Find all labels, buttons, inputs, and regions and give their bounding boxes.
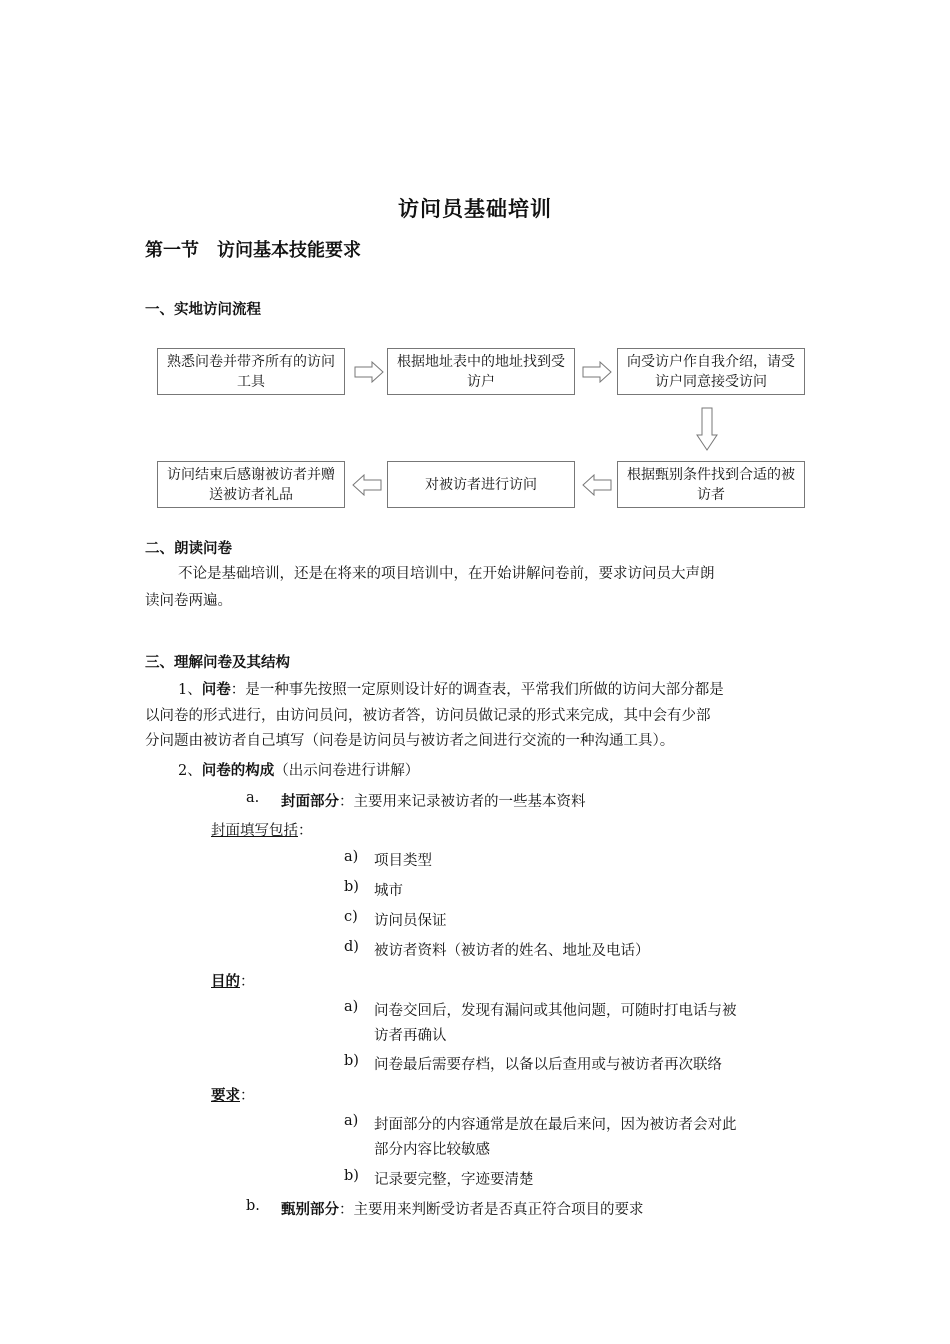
part2-heading: 二、朗读问卷 [145, 541, 232, 557]
arrow-right-icon [354, 361, 384, 383]
p1-term: 问卷 [201, 681, 231, 698]
list-item: 问卷交回后，发现有漏问或其他问题，可随时打电话与被 [374, 1003, 737, 1019]
p1-line3: 分问题由被访者自己填写（问卷是访问员与被访者之间进行交流的一种沟通工具）。 [145, 733, 675, 749]
screening-part-term: 甄别部分 [281, 1201, 339, 1218]
cover-fill-colon: ： [298, 823, 313, 839]
p2-note: （出示问卷进行讲解） [274, 763, 420, 779]
list-item-cont: 部分内容比较敏感 [374, 1142, 490, 1158]
p2-number: 2、 [178, 763, 202, 779]
screening-part-line [281, 1198, 644, 1219]
section-title: 第一节 访问基本技能要求 [145, 240, 361, 261]
arrow-left-icon [582, 474, 612, 496]
requirement-colon: ： [240, 1088, 255, 1104]
requirement-label [211, 1084, 255, 1105]
list-item: 记录要完整，字迹要清楚 [374, 1172, 534, 1188]
list-marker: b) [344, 879, 359, 895]
list-marker: c) [344, 909, 358, 925]
p2-line [178, 759, 419, 783]
part3-heading: 三、理解问卷及其结构 [145, 655, 290, 671]
p1-line2: 以问卷的形式进行，由访问员问，被访者答，访问员做记录的形式来完成，其中会有少部 [145, 708, 711, 724]
list-marker: b) [344, 1053, 359, 1069]
list-marker: d) [344, 939, 359, 955]
flow-step-6: 访问结束后感谢被访者并赠送被访者礼品 [157, 461, 345, 508]
purpose-colon: ： [240, 974, 255, 990]
cover-fill-label-text: 封面填写包括 [211, 823, 298, 839]
cover-fill-label [211, 819, 313, 840]
screening-part-marker: b. [246, 1198, 260, 1214]
part2-text-line1: 不论是基础培训，还是在将来的项目培训中，在开始讲解问卷前，要求访问员大声朗 [178, 566, 715, 582]
arrow-right-icon [582, 361, 612, 383]
p2-term: 问卷的构成 [201, 762, 275, 779]
requirement-label-text: 要求 [211, 1087, 240, 1104]
p1-number: 1、 [178, 682, 202, 698]
list-item: 封面部分的内容通常是放在最后来问，因为被访者会对此 [374, 1117, 737, 1133]
list-marker: a) [344, 1113, 359, 1129]
cover-part-line [281, 790, 586, 811]
flow-step-3: 向受访户作自我介绍，请受访户同意接受访问 [617, 348, 805, 395]
purpose-label-text: 目的 [211, 973, 240, 990]
list-item: 项目类型 [374, 853, 432, 869]
document-title: 访问员基础培训 [398, 197, 552, 221]
flow-step-1: 熟悉问卷并带齐所有的访问工具 [157, 348, 345, 395]
part2-text-line2: 读问卷两遍。 [145, 593, 232, 609]
list-item: 城市 [374, 883, 403, 899]
cover-part-marker: a. [246, 790, 260, 806]
flow-step-4: 根据甄别条件找到合适的被访者 [617, 461, 805, 508]
p1-text: ：是一种事先按照一定原则设计好的调查表，平常我们所做的访问大部分都是 [230, 682, 724, 698]
screening-part-text: ：主要用来判断受访者是否真正符合项目的要求 [339, 1202, 644, 1218]
list-item: 被访者资料（被访者的姓名、地址及电话） [374, 943, 650, 959]
list-marker: a) [344, 849, 359, 865]
cover-part-term: 封面部分 [281, 793, 339, 810]
arrow-left-icon [352, 474, 382, 496]
cover-part-text: ：主要用来记录被访者的一些基本资料 [339, 794, 586, 810]
part1-heading: 一、实地访问流程 [145, 302, 261, 318]
arrow-down-icon [696, 407, 718, 451]
flow-step-2: 根据地址表中的地址找到受访户 [387, 348, 575, 395]
p1-line1 [178, 678, 724, 702]
list-item: 访问员保证 [374, 913, 447, 929]
list-marker: b) [344, 1168, 359, 1184]
flow-step-5: 对被访者进行访问 [387, 461, 575, 508]
list-marker: a) [344, 999, 359, 1015]
list-item: 问卷最后需要存档，以备以后查用或与被访者再次联络 [374, 1057, 722, 1073]
list-item-cont: 访者再确认 [374, 1028, 447, 1044]
purpose-label [211, 970, 255, 991]
